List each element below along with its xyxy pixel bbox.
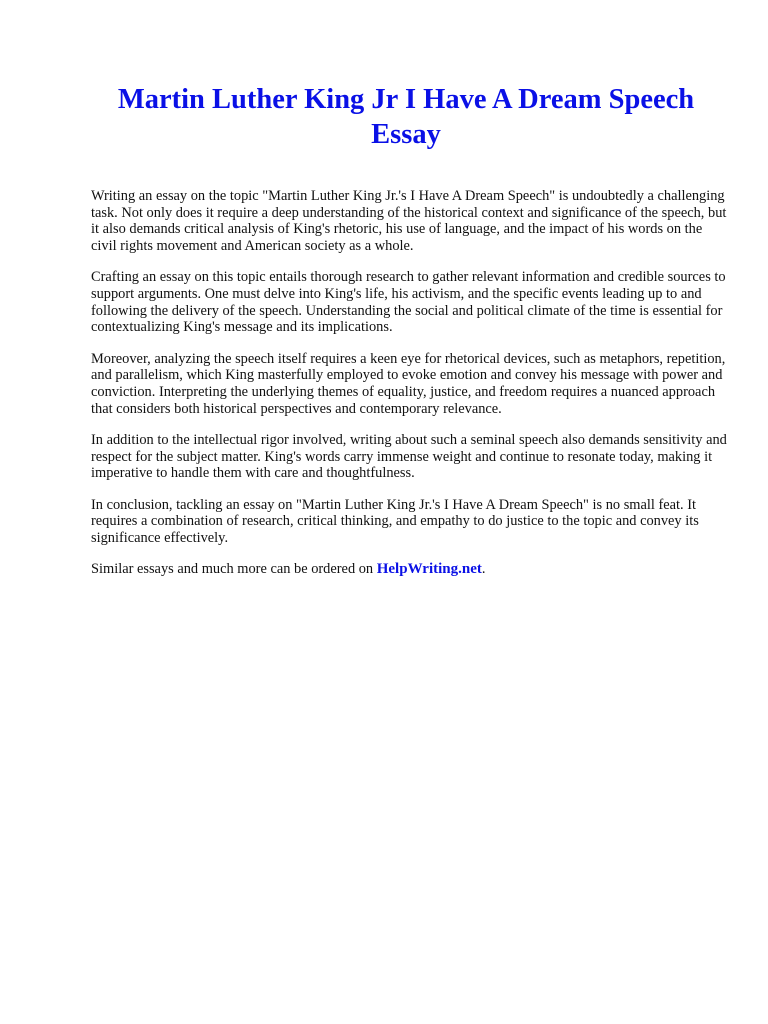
paragraph-2: Crafting an essay on this topic entails thorough research to gather relevant information and credible sources to support arguments. One must delve into King's life, his activism, and the specific events leading up to and following the delivery of the speech. Understanding the social and political climate of the time is essential for contextualizing King's message and its implications. [91,269,726,336]
paragraph-1: Writing an essay on the topic "Martin Luther King Jr.'s I Have A Dream Speech" is undoubtedly a challenging task. Not only does it require a deep understanding of the historical context and significance of the speech, but it also demands critical analysis of King's rhetoric, his use of language, and the impact of his words on the civil rights movement and American society as a whole. [91,188,727,255]
paragraph-4: In addition to the intellectual rigor involved, writing about such a seminal speech also demands sensitivity and respect for the subject matter. King's words carry immense weight and continue to resonate today, making it imperative to handle them with care and thoughtfulness. [91,431,727,482]
footer-line [91,561,731,578]
essay-body [91,188,731,578]
paragraph-5: In conclusion, tackling an essay on "Martin Luther King Jr.'s I Have A Dream Speech" is no small feat. It requires a combination of research, critical thinking, and empathy to do justice to the topic and convey its significance effectively. [91,496,699,546]
helpwriting-link[interactable]: HelpWriting.net [376,561,482,578]
page-title: Martin Luther King Jr I Have A Dream Speech Essay [117,84,695,150]
footer-suffix: . [481,561,486,578]
paragraph-3: Moreover, analyzing the speech itself requires a keen eye for rhetorical devices, such as metaphors, repetition, and parallelism, which King masterfully employed to evoke emotion and convey his message with power and conviction. Interpreting the underlying themes of equality, justice, and freedom requires a nuanced approach that considers both historical perspectives and contemporary relevance. [91,350,726,417]
footer-prefix: Similar essays and much more can be ordered on [91,561,377,578]
